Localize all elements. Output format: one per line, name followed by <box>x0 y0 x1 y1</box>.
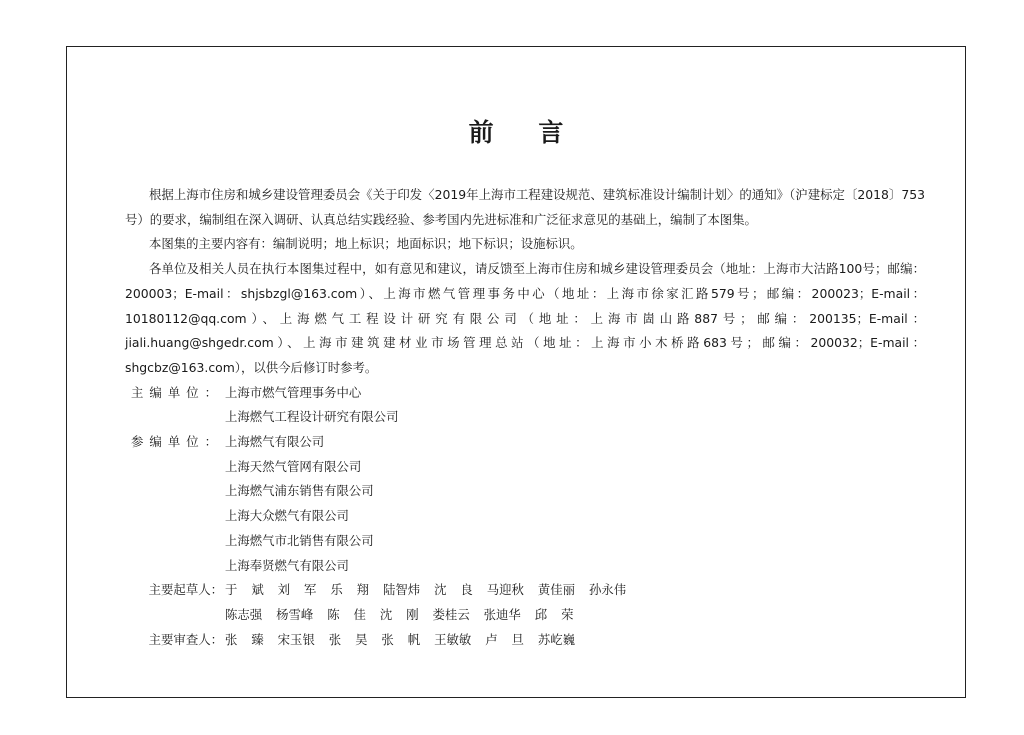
paragraph-feedback: 各单位及相关人员在执行本图集过程中，如有意见和建议，请反馈至上海市住房和城乡建设管理委员会（地址：上海市大沽路100号；邮编：200003；E-mail：shjsbzgl@163.com）、上海市燃气管理事务中心（地址：上海市徐家汇路579号；邮编：200023；E-mail：10180112@qq.com）、上海燃气工程设计研究有限公司（地址：上海市崮山路887号；邮编：200135；E-mail：jiali.huang@shgedr.com）、上海市建筑建材业市场管理总站（地址：上海市小木桥路683号；邮编：200032；E-mail：shgcbz@163.com），以供今后修订时参考。 <box>125 261 925 375</box>
chief-editor-row <box>125 381 925 406</box>
participant-row <box>125 455 925 480</box>
reviewers-row <box>125 628 925 653</box>
participant-unit: 上海燃气浦东销售有限公司 <box>225 483 374 499</box>
drafters-label: 主要起草人： <box>148 582 223 598</box>
chief-editor-row <box>125 405 925 430</box>
reviewers-names: 张 臻 宋玉银 张 昊 张 帆 王敏敏 卢 旦 苏屹巍 <box>225 631 576 647</box>
participant-unit: 上海天然气管网有限公司 <box>225 458 362 474</box>
participant-row <box>125 479 925 504</box>
participant-unit: 上海燃气市北销售有限公司 <box>225 532 374 548</box>
participant-unit: 上海燃气有限公司 <box>225 434 325 450</box>
participant-row <box>125 529 925 554</box>
drafters-names: 陈志强 杨雪峰 陈 佳 沈 刚 娄桂云 张迪华 邱 荣 <box>225 606 574 622</box>
chief-editor-unit: 上海燃气工程设计研究有限公司 <box>225 409 399 425</box>
paragraph-contents: 本图集的主要内容有：编制说明；地上标识；地面标识；地下标识；设施标识。 <box>149 236 583 252</box>
reviewers-label: 主要审查人： <box>148 631 223 647</box>
participant-row <box>125 430 925 455</box>
participant-unit: 上海奉贤燃气有限公司 <box>225 557 349 573</box>
participant-row <box>125 504 925 529</box>
preface-body <box>125 183 925 652</box>
page-title: 前 言 <box>468 118 582 147</box>
drafters-row <box>125 603 925 628</box>
participant-unit: 上海大众燃气有限公司 <box>225 508 349 524</box>
chief-editor-unit: 上海市燃气管理事务中心 <box>225 384 362 400</box>
paragraph-background: 根据上海市住房和城乡建设管理委员会《关于印发〈2019年上海市工程建设规范、建筑标准设计编制计划〉的通知》（沪建标定〔2018〕753号）的要求，编制组在深入调研、认真总结实践经验、参考国内先进标准和广泛征求意见的基础上，编制了本图集。 <box>125 187 925 227</box>
chief-editor-label: 主编单位： <box>131 384 223 400</box>
drafters-row <box>125 578 925 603</box>
drafters-names: 于 斌 刘 军 乐 翔 陆智炜 沈 良 马迎秋 黄佳丽 孙永伟 <box>225 582 627 598</box>
participant-label: 参编单位： <box>131 434 223 450</box>
participant-row <box>125 554 925 579</box>
page-frame <box>66 46 966 698</box>
